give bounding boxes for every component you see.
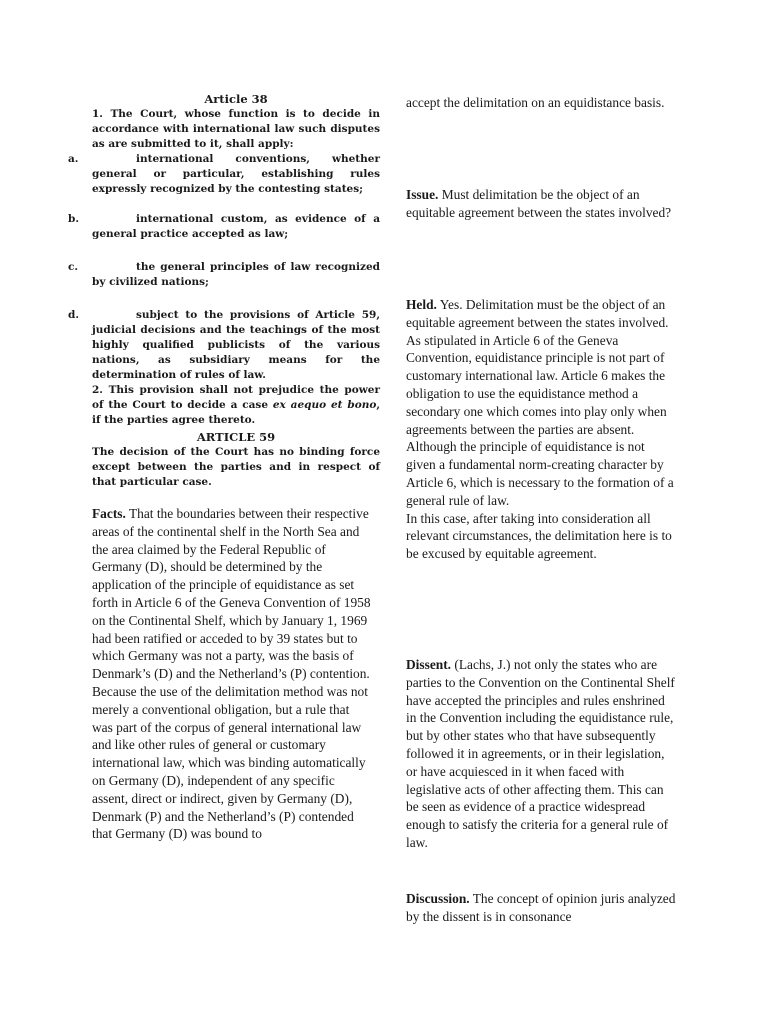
article-38-item-d xyxy=(68,308,380,383)
article-38-item-a xyxy=(68,152,380,197)
facts-label: Facts. xyxy=(92,506,126,521)
facts-paragraph-2: Because the use of the delimitation method was not merely a conventional obligation, but a rule that was part of the corpus of general international law and like other rules of general or customary international law, which was binding automatically on Germany (D), independent of any specific assent, direct or indirect, given by Germany (D), Denmark (P) and the Netherland’s (P) contended that Germany (D) was bound to xyxy=(92,683,368,842)
issue-text: Must delimitation be the object of an equitable agreement between the states involved? xyxy=(406,187,672,220)
dissent-text: (Lachs, J.) not only the states who are parties to the Convention on the Continental Shelf have accepted the principles and rules enshrined in the Convention including the equidistance rule, but by other states who that have subsequently followed it in agreements, or in their legislation, or have acquiesced in it when faced with legislative acts of other affecting them. This can be seen as evidence of a practice widespread enough to satisfy the criteria for a general rule of law. xyxy=(406,657,675,850)
dissent-label: Dissent. xyxy=(406,657,452,672)
article-38-para-2 xyxy=(92,383,380,428)
para-2-text-end: , if the parties agree thereto. xyxy=(92,399,380,426)
article-59-title: ARTICLE 59 xyxy=(196,430,276,444)
para-2-latin-phrase: ex aequo et bono xyxy=(272,399,377,411)
facts-paragraph xyxy=(92,505,372,683)
held-label: Held. xyxy=(406,297,437,312)
statute-excerpt xyxy=(68,92,380,490)
issue-paragraph xyxy=(406,186,676,222)
article-38-intro: 1. The Court, whose function is to decide in accordance with international law such disputes as are submitted to it, shall apply: xyxy=(92,108,380,150)
para-2-text: 2. This provision shall not prejudice the power of the Court to decide a case xyxy=(92,384,380,411)
facts-text: That the boundaries between their respective areas of the continental shelf in the North Sea and the area claimed by the Federal Republic of Germany (D), should be determined by the application of the principle of equidistance as set forth in Article 6 of the Geneva Convention of 1958 on the Continental Shelf, which by January 1, 1969 had been ratified or acceded to by 39 states but to which Germany was not a party, was the basis of Denmark’s (D) and the Netherland’s (P) contention. xyxy=(92,506,371,682)
facts-continuation-text: accept the delimitation on an equidistance basis. xyxy=(406,95,665,110)
item-text: international custom, as evidence of a general practice accepted as law; xyxy=(92,213,380,240)
dissent-paragraph xyxy=(406,656,678,852)
discussion-text: The concept of opinion juris analyzed by the dissent is in consonance xyxy=(406,891,676,924)
article-38-item-b xyxy=(68,212,380,242)
dissent-section xyxy=(406,656,678,852)
discussion-section xyxy=(406,890,676,926)
held-text: Yes. Delimitation must be the object of an equitable agreement between the states involved. As stipulated in Article 6 of the Geneva Convention, equidistance principle is not part of customary international law. Article 6 makes the obligation to use the equidistance method a secondary one which comes into play only when agreements between the parties are absent. Although the principle of equidistance is not given a fundamental norm-creating character by Article 6, which is necessary to the formation of a general rule of law. xyxy=(406,297,674,508)
item-text: the general principles of law recognized by civilized nations; xyxy=(92,261,380,288)
item-letter: c. xyxy=(68,261,79,273)
discussion-label: Discussion. xyxy=(406,891,470,906)
item-letter: d. xyxy=(68,309,79,321)
article-38-item-c xyxy=(68,260,380,290)
issue-label: Issue. xyxy=(406,187,439,202)
item-letter: b. xyxy=(68,213,79,225)
held-section xyxy=(406,296,676,563)
discussion-paragraph xyxy=(406,890,676,926)
held-paragraph-2: In this case, after taking into consideration all relevant circumstances, the delimitation here is to be excused by equitable agreement. xyxy=(406,510,672,562)
facts-continuation xyxy=(406,94,676,112)
issue-section xyxy=(406,186,676,222)
facts-section xyxy=(92,505,372,843)
item-text: subject to the provisions of Article 59, judicial decisions and the teachings of the most highly qualified publicists of the various nations, as subsidiary means for the determination of rules of law. xyxy=(92,309,380,381)
held-paragraph xyxy=(406,296,676,510)
item-text: international conventions, whether general or particular, establishing rules expressly recognized by the contesting states; xyxy=(92,153,380,195)
article-38-title: Article 38 xyxy=(204,92,268,106)
item-letter: a. xyxy=(68,153,79,165)
article-59-text: The decision of the Court has no binding force except between the parties and in respect of that particular case. xyxy=(92,446,380,488)
